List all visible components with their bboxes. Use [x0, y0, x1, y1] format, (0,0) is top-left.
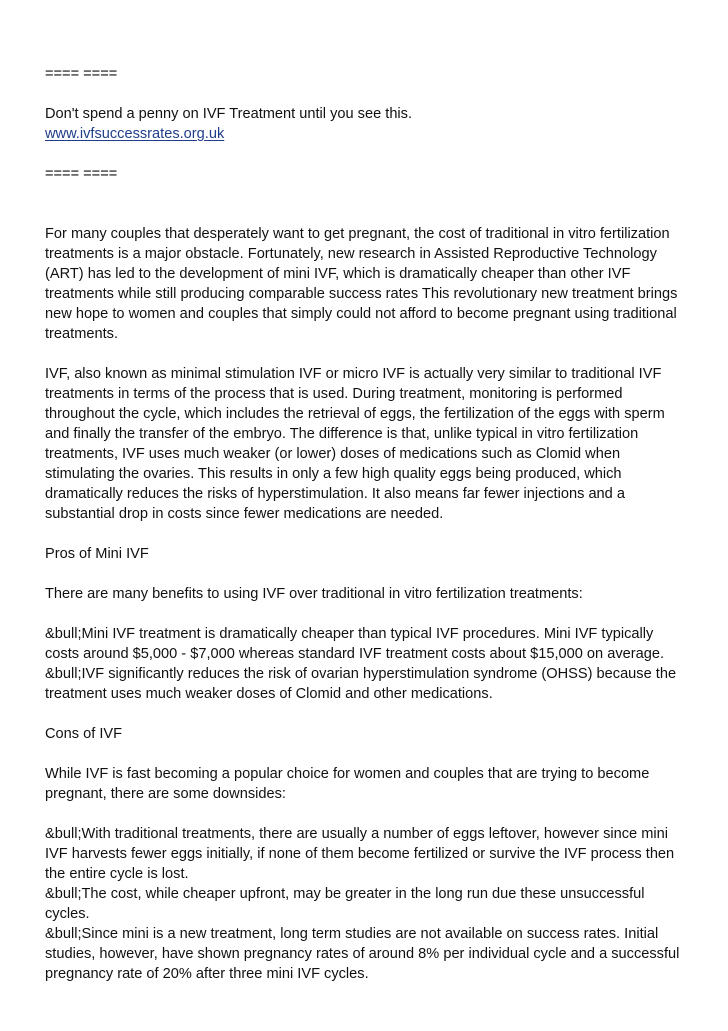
list-item-line: cycles.: [45, 906, 90, 922]
paragraph-line: dramatically reduces the risks of hyperstimulation. It also means far fewer injections and a: [45, 486, 625, 502]
paragraph-line: treatments is a major obstacle. Fortunately, new research in Assisted Reproductive Technology: [45, 246, 657, 262]
list-item-line: the entire cycle is lost.: [45, 866, 189, 882]
cons-heading: Cons of IVF: [45, 726, 123, 742]
paragraph-line: throughout the cycle, which includes the retrieval of eggs, the fertilization of the eggs with sperm: [45, 406, 665, 422]
list-item-line: &bull;Since mini is a new treatment, long term studies are not available on success rates. Initial: [45, 926, 659, 942]
spacer: [45, 564, 695, 584]
list-item-line: &bull;IVF significantly reduces the risk of ovarian hyperstimulation syndrome (OHSS) because the: [45, 666, 677, 682]
paragraph-line: and finally the transfer of the embryo. The difference is that, unlike typical in vitro fertilization: [45, 426, 639, 442]
spacer: [45, 184, 695, 224]
spacer: [45, 604, 695, 624]
document-page: [45, 64, 695, 984]
spacer: [45, 704, 695, 724]
spacer: [45, 744, 695, 764]
paragraph-line: treatments while still producing comparable success rates This revolutionary new treatment brings: [45, 286, 678, 302]
spacer: [45, 344, 695, 364]
spacer: [45, 804, 695, 824]
intro-paragraph: [45, 224, 695, 344]
pros-heading: Pros of Mini IVF: [45, 546, 149, 562]
paragraph-line: While IVF is fast becoming a popular choice for women and couples that are trying to become: [45, 766, 650, 782]
tagline: Don't spend a penny on IVF Treatment until you see this.: [45, 106, 413, 122]
website-link[interactable]: www.ivfsuccessrates.org.uk: [45, 126, 225, 142]
list-item-line: &bull;Mini IVF treatment is dramatically cheaper than typical IVF procedures. Mini IVF typically: [45, 626, 654, 642]
paragraph-line: pregnant, there are some downsides:: [45, 786, 286, 802]
list-item-line: costs around $5,000 - $7,000 whereas standard IVF treatment costs about $15,000 on average.: [45, 646, 665, 662]
description-paragraph: [45, 364, 695, 524]
pros-list: [45, 624, 695, 704]
separator-top: ==== ====: [45, 66, 118, 82]
list-item-line: &bull;With traditional treatments, there are usually a number of eggs leftover, however since mini: [45, 826, 668, 842]
list-item-line: &bull;The cost, while cheaper upfront, may be greater in the long run due these unsuccessful: [45, 886, 645, 902]
paragraph-line: substantial drop in costs since fewer medications are needed.: [45, 506, 444, 522]
paragraph-line: treatments in terms of the process that is used. During treatment, monitoring is performed: [45, 386, 623, 402]
paragraph-line: treatments, IVF uses much weaker (or lower) doses of medications such as Clomid when: [45, 446, 621, 462]
paragraph-line: treatments.: [45, 326, 118, 342]
list-item-line: treatment uses much weaker doses of Clomid and other medications.: [45, 686, 493, 702]
cons-intro: [45, 764, 695, 804]
list-item-line: studies, however, have shown pregnancy rates of around 8% per individual cycle and a successful: [45, 946, 680, 962]
cons-list: [45, 824, 695, 984]
paragraph-line: (ART) has led to the development of mini IVF, which is dramatically cheaper than other IVF: [45, 266, 631, 282]
spacer: [45, 84, 695, 104]
spacer: [45, 524, 695, 544]
paragraph-line: stimulating the ovaries. This results in only a few high quality eggs being produced, which: [45, 466, 622, 482]
list-item-line: pregnancy rate of 20% after three mini IVF cycles.: [45, 966, 369, 982]
list-item-line: IVF harvests fewer eggs initially, if none of them become fertilized or survive the IVF process then: [45, 846, 675, 862]
paragraph-line: For many couples that desperately want to get pregnant, the cost of traditional in vitro fertilization: [45, 226, 670, 242]
spacer: [45, 144, 695, 164]
pros-intro: There are many benefits to using IVF over traditional in vitro fertilization treatments:: [45, 586, 583, 602]
separator-bottom: ==== ====: [45, 166, 118, 182]
paragraph-line: new hope to women and couples that simply could not afford to become pregnant using traditional: [45, 306, 677, 322]
paragraph-line: IVF, also known as minimal stimulation IVF or micro IVF is actually very similar to traditional IVF: [45, 366, 662, 382]
